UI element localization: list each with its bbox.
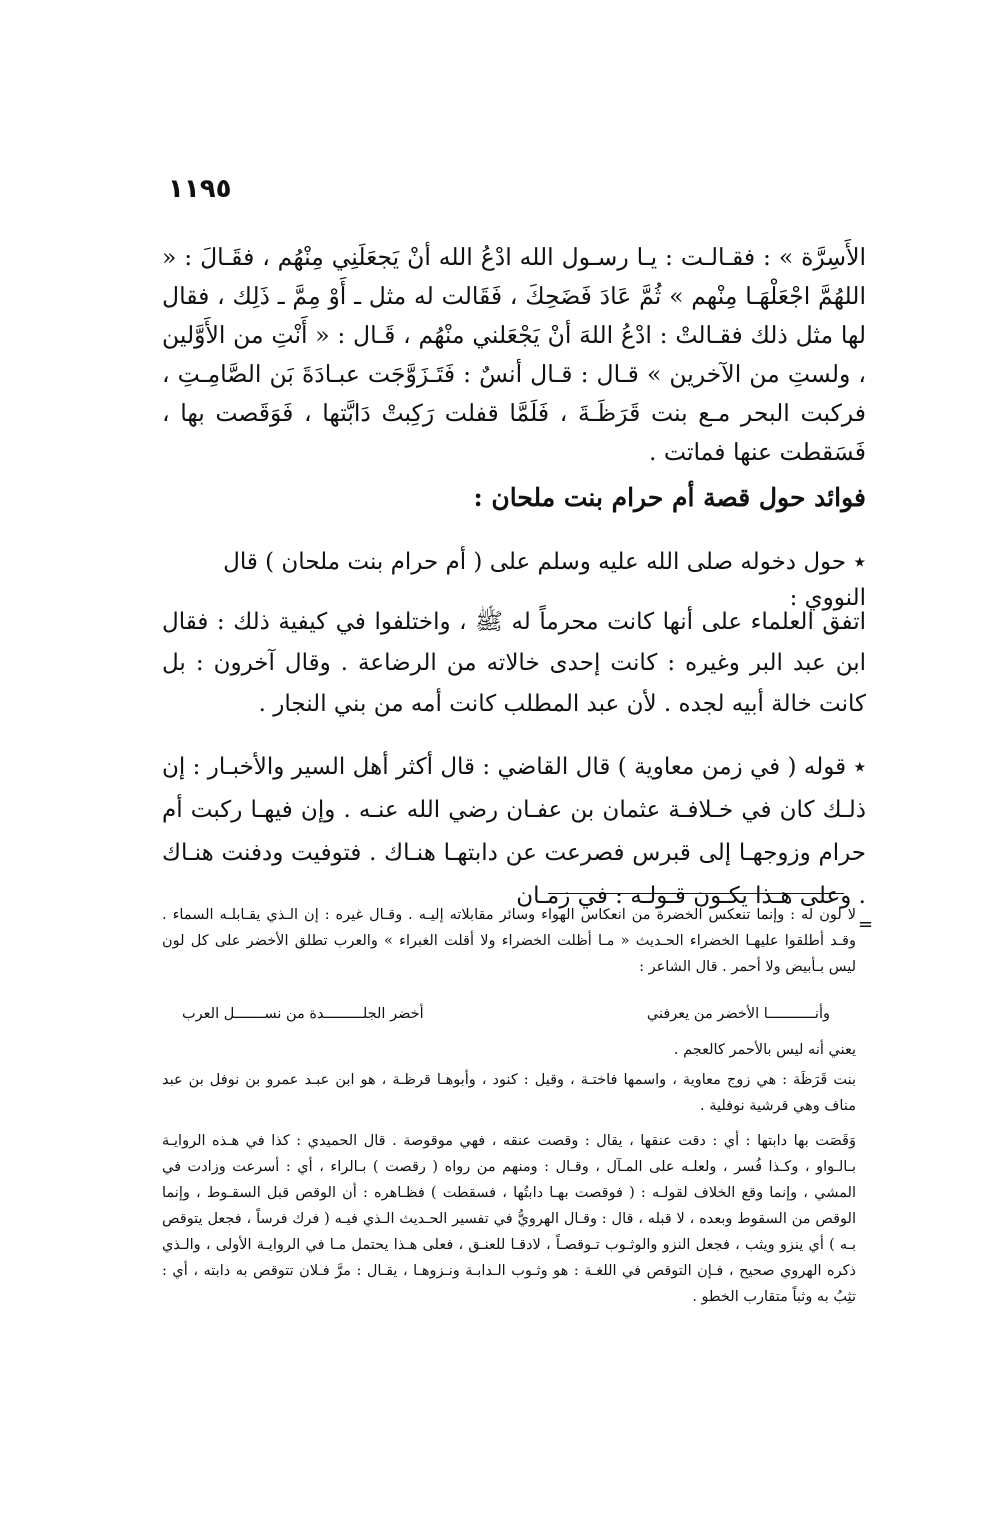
footnote-verse bbox=[162, 1001, 856, 1027]
footnote-continuation-mark: = bbox=[858, 914, 874, 935]
footnote-3: بنت قَرَظَة : هي زوج معاوية ، واسمها فاختـة ، وقيل : كنود ، وأبوهـا قرظـة ، هو ابن عبـد عمرو بن نوفل بن عبد مناف وهي قرشية نوفلية . bbox=[162, 1072, 856, 1114]
main-paragraph-1: الأَسِرَّة » : فقـالـت : يـا رسـول الله ادْعُ الله أنْ يَجعَلَنِي مِنْهُم ، فقَـالَ : « اللهُمَّ اجْعَلْهَـا مِنْهم » ثُمَّ عَادَ فَضَحِكَ ، فَقَالت له مثل ـ أَوْ مِمَّ ـ ذَلِك ، فقال لها مثل ذلك فقـالتْ : ادْعُ اللهَ أنْ يَجْعَلني منْهُم ، قَـال : « أَنْتِ من الأَوَّلين ، ولستِ من الآخرين » قـال : قـال أنسٌ : فَتَـزَوَّجَت عبـادَةَ بَن الصَّامِـتِ ، فركبت البحر مـع بنت قَرَظَـةَ ، فَلَمَّا قفلت رَكِبتْ دَابَّتها ، فَوَقَصت بها ، فَسَقطت عنها فماتت . bbox=[162, 243, 866, 466]
section-heading: فوائد حول قصة أم حرام بنت ملحان : bbox=[473, 483, 866, 512]
footnote-divider bbox=[548, 893, 844, 894]
footnote-4: وَقَصَت بها دابتها : أي : دقت عنقها ، يقال : وقصت عنقه ، فهي موقوصة . قال الحميدي : كذا في هـذه الروايـة بـالـواو ، وكـذا فُسر ، ولعلـه على المـآل ، وقـال : ومنهم من رواه ( رقصت ) بـالراء ، أي : أسرعت وزادت في المشي ، وإنما وقع الخلاف لقولـه : ( فوقصت بهـا دابتُها ، فسقطت ) فظـاهره : أن الوقص قبل السقـوط ، وإنما الوقص من السقوط وبعده ، لا قبله ، قال : وقـال الهرويُّ في تفسير الحـديث الـذي فيـه ( فرك فرساً ، فجعل يتوقص بـه ) أي ينزو ويثب ، فجعل النزو والوثـوب تـوقصـاً ، لادقـا للعنـق ، فعلى هـذا يحتمل مـا في الروايـة الأولى ، والـذي ذكره الهروي صحيح ، فـإن التوقص في اللغـة : هو وثـوب الـدابـة ونـزوهـا ، يقـال : مرَّ فـلان تتوقص به دابته ، أي : تثِبُ به وثباً متقارب الخطو . bbox=[162, 1133, 856, 1305]
verse-first-hemistich: وأنـــــــــــا الأخضر من يعرفني bbox=[646, 1006, 830, 1022]
main-paragraph-3: اتفق العلماء على أنها كانت محرماً له ﷺ ، واختلفوا في كيفية ذلك : فقال ابن عبد البر وغيره : كانت إحدى خالاته من الرضاعة . وقال آخرون : بل كانت خالة أبيه لجده . لأن عبد المطلب كانت أمه من بني النجار . bbox=[162, 609, 866, 717]
main-paragraph-4: ٭ قوله ( في زمن معاوية ) قال القاضي : قال أكثر أهل السير والأخبـار : إن ذلـك كان في خـلافـة عثمان بن عفـان رضي الله عنـه . وإن فيهـا ركبت أم حرام وزوجهـا إلى قبرس فصرعت عن دابتهـا هنـاك . فتوفيت ودفنت هنـاك . وعلى هـذا يكـون قـولـه : في زمـان bbox=[162, 754, 866, 909]
page-number: ١١٩٥ bbox=[168, 174, 232, 204]
verse-second-hemistich: أخضر الجلـــــــــدة من نســـــــل العرب bbox=[182, 1006, 424, 1022]
footnote-2: يعني أنه ليس بالأحمر كالعجم . bbox=[673, 1042, 856, 1058]
footnote-1: لا لون له : وإنما تنعكس الخضرة من انعكاس الهواء وسائر مقابلاته إليـه . وقـال غيره : إن الـذي يقـابلـه السماء . وقـد أطلقوا عليهـا الخضراء الحـديث « مـا أظلت الخضراء ولا أقلت الغبراء » والعرب تطلق الأخضر على كل لون ليس بـأبيض ولا أحمر . قال الشاعر : bbox=[162, 907, 856, 975]
main-paragraph-2: ٭ حول دخوله صلى الله عليه وسلم على ( أم حرام بنت ملحان ) قال النووي : bbox=[223, 549, 866, 611]
